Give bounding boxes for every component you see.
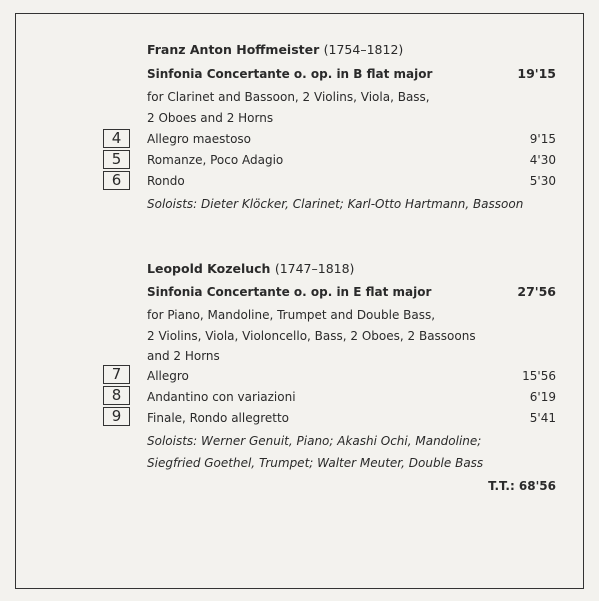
total-time: T.T.: 68'56 [488, 479, 556, 493]
composer-years: (1754–1812) [323, 42, 404, 57]
track-duration: 5'41 [529, 411, 556, 425]
composer-years: (1747–1818) [274, 261, 355, 276]
track-duration: 6'19 [529, 390, 556, 404]
track-duration: 4'30 [529, 153, 556, 167]
work-title: Sinfonia Concertante o. op. in B flat major [147, 67, 433, 81]
track-number: 6 [103, 171, 130, 190]
track-number: 7 [103, 365, 130, 384]
track-duration: 15'56 [522, 369, 556, 383]
instrumentation-line: for Clarinet and Bassoon, 2 Violins, Viola, Bass, [147, 90, 430, 104]
track-number: 9 [103, 407, 130, 426]
work-duration: 27'56 [517, 284, 556, 299]
track-title: Finale, Rondo allegretto [147, 411, 290, 425]
work-title: Sinfonia Concertante o. op. in E flat major [147, 285, 432, 299]
instrumentation-line: 2 Violins, Viola, Violoncello, Bass, 2 Oboes, 2 Bassoons [147, 329, 476, 343]
track-duration: 9'15 [529, 132, 556, 146]
composer-name-text: Franz Anton Hoffmeister [147, 42, 320, 57]
track-number: 5 [103, 150, 130, 169]
instrumentation-line: 2 Oboes and 2 Horns [147, 111, 274, 125]
soloists-line: Siegfried Goethel, Trumpet; Walter Meuter, Double Bass [147, 456, 484, 470]
track-number: 4 [103, 129, 130, 148]
composer-name-text: Leopold Kozeluch [147, 261, 271, 276]
work-duration: 19'15 [517, 66, 556, 81]
soloists-line: Soloists: Werner Genuit, Piano; Akashi Ochi, Mandoline; [147, 434, 482, 448]
track-number: 8 [103, 386, 130, 405]
track-title: Allegro maestoso [147, 132, 252, 146]
track-title: Andantino con variazioni [147, 390, 296, 404]
composer-name [147, 261, 354, 277]
track-title: Rondo [147, 174, 185, 188]
track-title: Allegro [147, 369, 189, 383]
track-title: Romanze, Poco Adagio [147, 153, 284, 167]
instrumentation-line: for Piano, Mandoline, Trumpet and Double Bass, [147, 308, 436, 322]
instrumentation-line: and 2 Horns [147, 349, 220, 363]
soloists-line: Soloists: Dieter Klöcker, Clarinet; Karl-Otto Hartmann, Bassoon [147, 197, 524, 211]
track-duration: 5'30 [529, 174, 556, 188]
composer-name [147, 42, 403, 58]
